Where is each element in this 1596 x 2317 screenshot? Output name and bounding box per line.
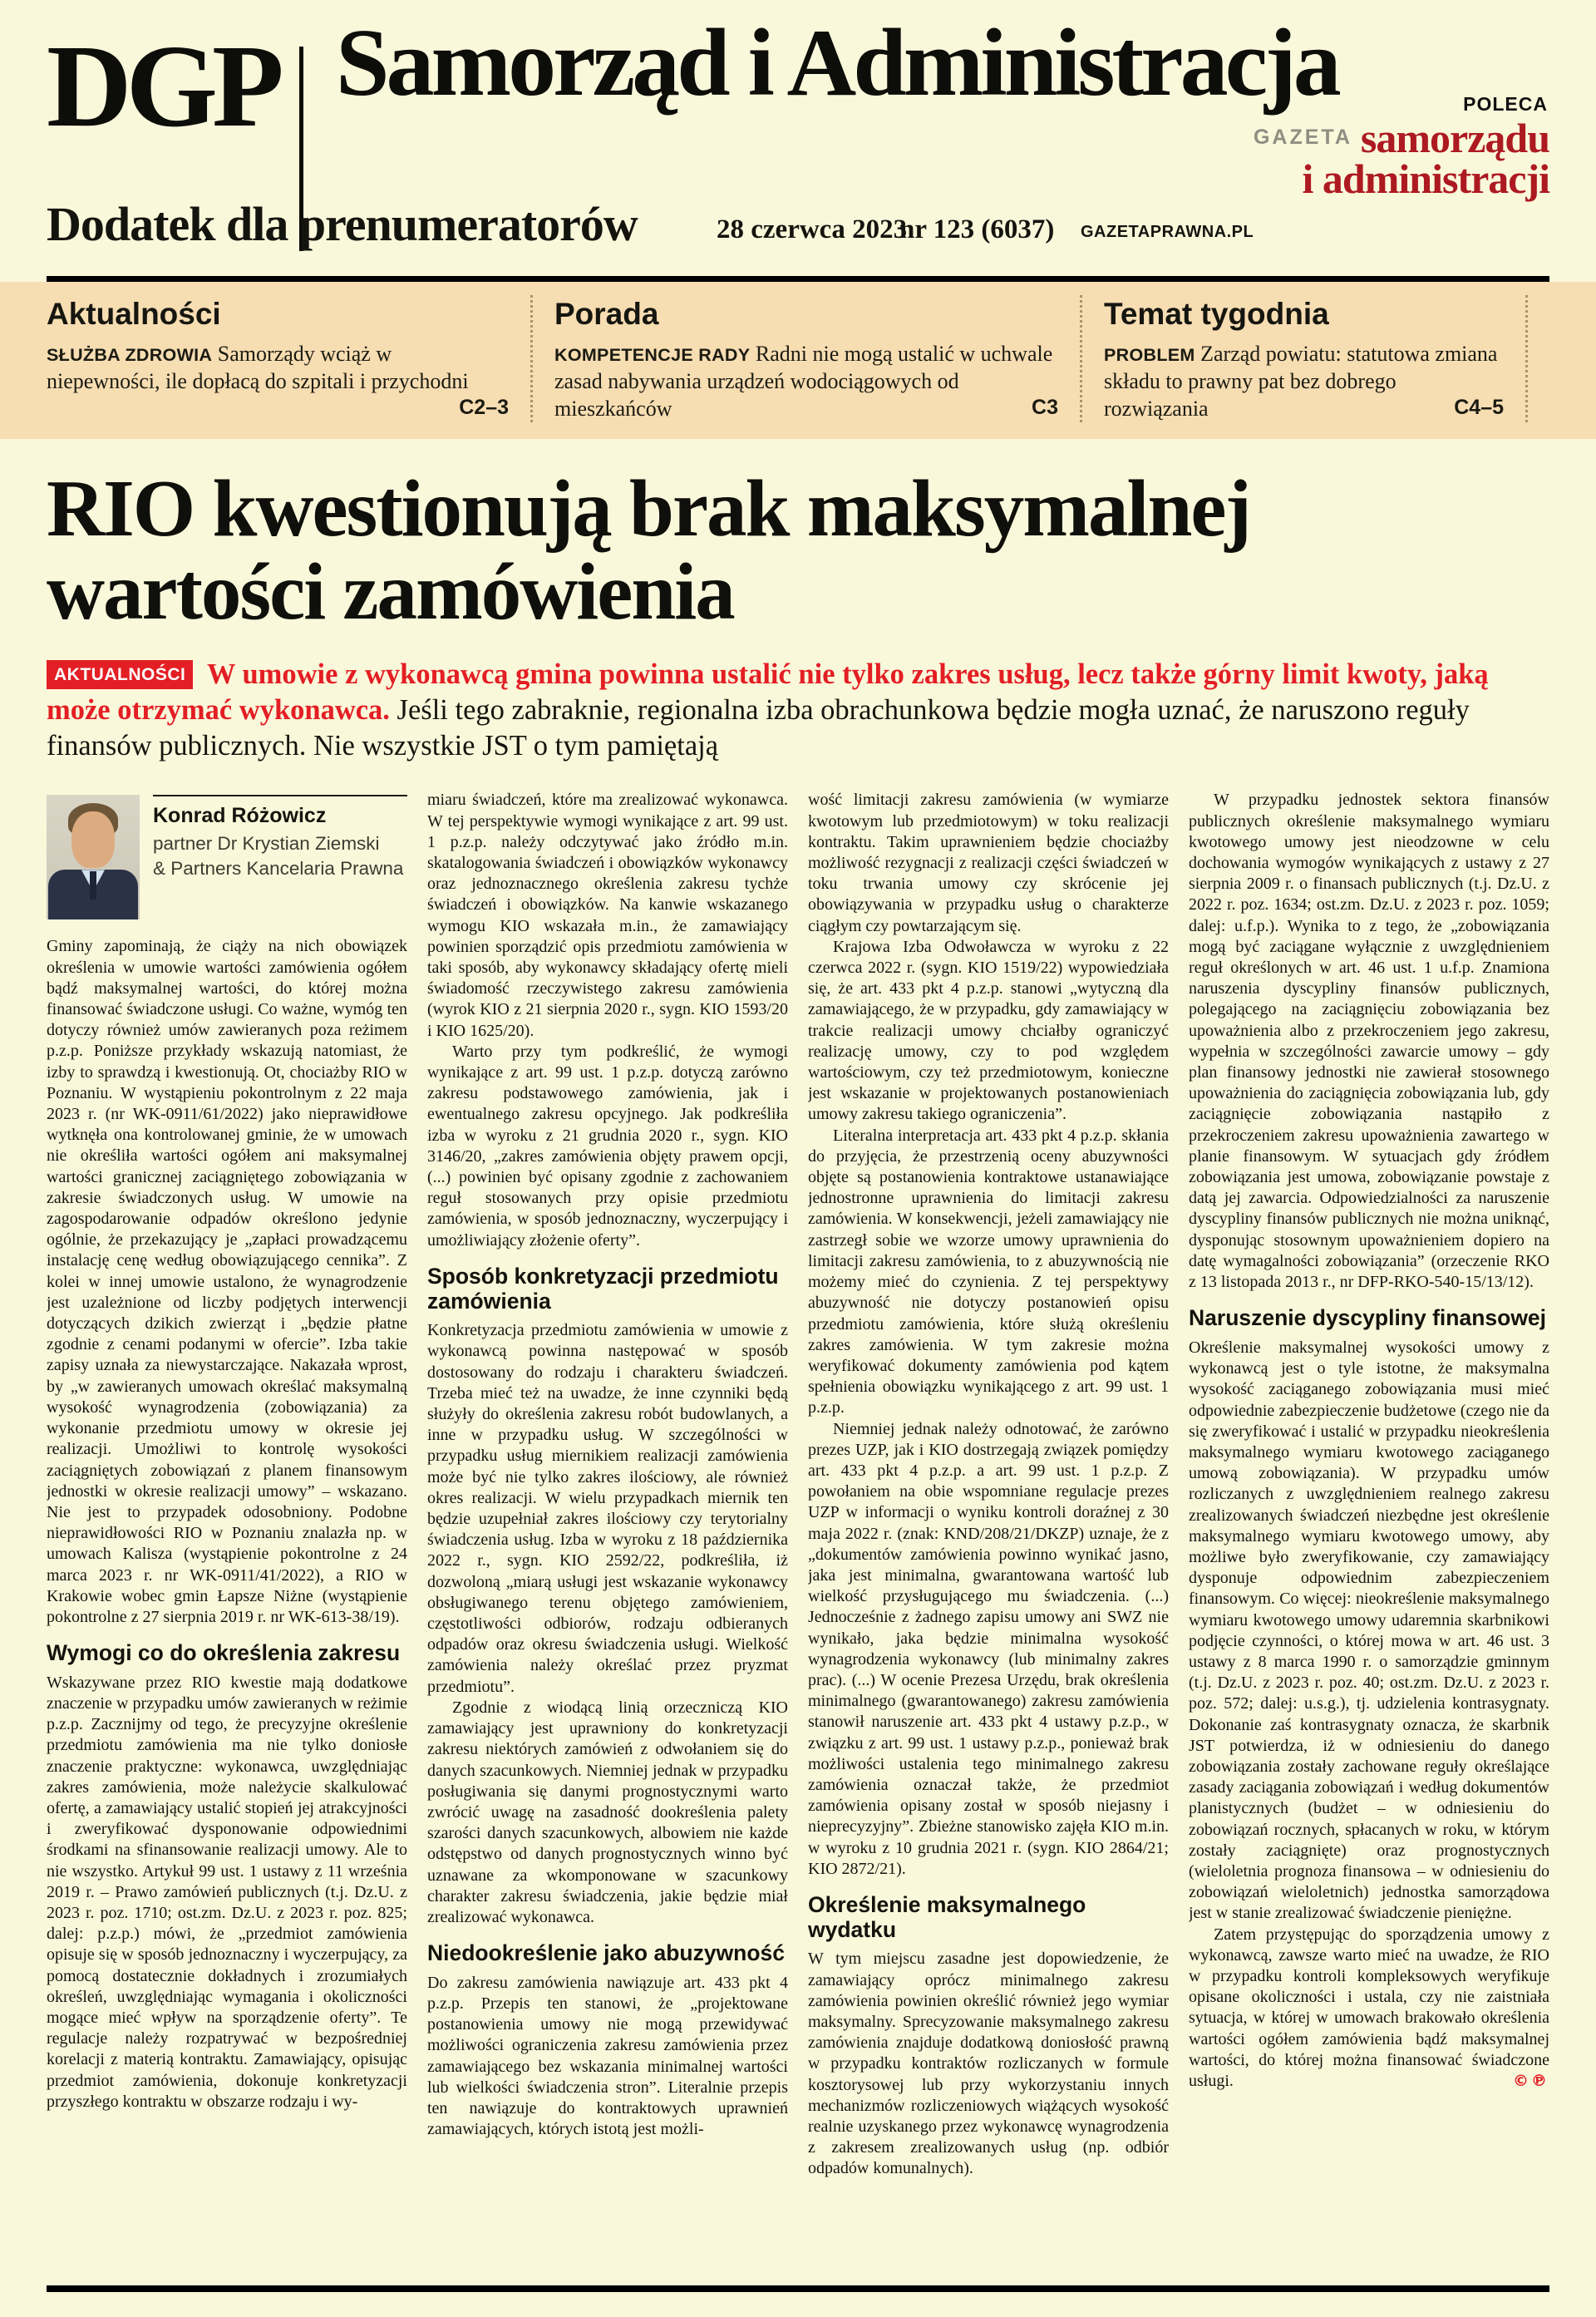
author-role bbox=[153, 831, 407, 880]
end-mark: ©℗ bbox=[1513, 2072, 1549, 2091]
top-rule bbox=[47, 276, 1549, 282]
body-paragraph: Zatem przystępując do sporządzenia umowy z wykonawcą, zawsze warto mieć na uwadze, że RIO w przypadku kontroli kompleksowych weryfikuje opisane okoliczności i ustala, czy nie zaistniała sytuacja, w której w umowach brakowało określenia wartości ogółem zamówienia bądź maksymalnej wartości, do której można finansować świadczone usługi. ©℗ bbox=[1189, 1925, 1549, 2093]
body-paragraph: Krajowa Izba Odwoławcza w wyroku z 22 czerwca 2022 r. (sygn. KIO 1519/22) wypowiedziała się, że art. 433 pkt 4 p.z.p. stanowi „wytyczną dla zamawiającego, że w przypadku, gdy zamawiający w trakcie realizacji umowy chciałby ograniczyć realizację umowy, czy to pod względem wartościowym, czy też przedmiotowym, konieczne jest wskazanie w projektowanych postanowieniach umowy zakresu takiego ograniczenia”. bbox=[808, 937, 1169, 1124]
teaser-page-ref: C2–3 bbox=[459, 396, 509, 420]
teaser-section-title: Temat tygodnia bbox=[1104, 297, 1329, 331]
teaser-temat-tygodnia bbox=[1104, 295, 1528, 422]
body-paragraph: W tym miejscu zasadne jest dopowiedzenie, że zamawiający oprócz minimalnego zakresu zamówienia powinien określić również jego wymiar maksymalny. Sprecyzowanie maksymalnego zakresu zamówienia znajduje dodatkową doniosłość prawną w przypadku kontraktów rozliczanych w formule kosztorysowej lub przy wykorzystaniu innych mechanizmów rozliczeniowych wiążących wysokość realnie uzyskanego przez wykonawcę wynagrodzenia z zakresem zrealizowanych usług (np. odbiór odpadów komunalnych). bbox=[808, 1950, 1169, 2178]
body-paragraph: W przypadku jednostek sektora finansów publicznych określenie maksymalnego wymiaru kwotowego umowy jest nieodzowne w celu dochowania wymogów wynikających z ustawy z 27 sierpnia 2009 r. o finansach publicznych (t.j. Dz.U. z 2022 r. poz. 1634; ost.zm. Dz.U. z 2023 r. poz. 1059; dalej: u.f.p.). Wynika to z tego, że „zobowiązania mogą być zaciągane wyłącznie z uwzględnieniem reguł określonych w art. 46 ust. 1 u.f.p. Znamiona naruszenia dyscypliny finansów publicznych, polegającego na zaciągnięciu zobowiązania bez upoważnienia albo z przekroczeniem jego zakresu, wypełnia w szczególności zawarcie umowy – gdy plan finansowy jednostki nie zawierał stosownego upoważnienia do zaciągnięcia zobowiązania lub, gdy zaciągnięcie zobowiązania nastąpiło z przekroczeniem zakresu upoważnienia zawartego w planie finansowym. W sytuacjach gdy źródłem zobowiązania jest umowa, zobowiązanie powstaje z datą jej zawarcia. Odpowiedzialności za naruszenie dyscypliny finansów publicznych nie można uniknąć, dysponując stosownym upoważnieniem dopiero na datę wymagalności zobowiązania” (orzeczenie RKO z 13 listopada 2013 r., nr DFP-RKO-540-15/13/12). bbox=[1189, 791, 1549, 1292]
author-photo-tie bbox=[90, 871, 96, 900]
teaser-text bbox=[554, 340, 1058, 422]
body-column-4 bbox=[1189, 790, 1549, 2291]
edition-title: Samorząd i Administracja bbox=[336, 10, 1338, 116]
website-label: GAZETAPRAWNA.PL bbox=[1081, 223, 1254, 241]
body-column-1 bbox=[47, 790, 407, 2291]
body-paragraph: Konkretyzacja przedmiotu zamówienia w umowie z wykonawcą powinna następować w sposób dostosowany do rodzaju i charakteru świadczeń. Trzeba mieć też na uwadze, że inne czynniki będą służyły do określenia zakresu robót budowlanych, a inne w przypadku usług. W szczególności w przypadku usług miernikiem realizacji zamówienia może być nie tylko zakres ilościowy, ale również okres realizacji. W wielu przypadkach miernik ten będzie uzupełniał zakres ilościowy czy terytorialny świadczenia usług. Izba w wyroku z 18 października 2022 r., sygn. KIO 2592/22, podkreśliła, iż dozwoloną „miarą usługi jest wskazanie wykonawcy obsługiwanego terenu objętego zamówieniem, częstotliwości odbiorów, rodzaju odbieranych odpadów oraz okresu świadczenia usługi. Wielkość zamówienia należy określać przez pryzmat przedmiotu”. bbox=[427, 1321, 788, 1696]
headline-line-1: RIO kwestionują brak maksymalnej bbox=[47, 464, 1250, 554]
teaser-page-ref: C3 bbox=[1032, 396, 1058, 420]
teaser-text bbox=[1104, 340, 1504, 422]
issue-date: 28 czerwca 2023 bbox=[717, 214, 908, 244]
author-name: Konrad Różowicz bbox=[153, 804, 327, 828]
teaser-kicker: SŁUŻBA ZDROWIA bbox=[47, 345, 213, 365]
section-badge: AKTUALNOŚCI bbox=[47, 660, 193, 689]
body-subheading: Sposób konkretyzacji przedmiotu zamówienia bbox=[427, 1263, 779, 1314]
body-paragraph: Literalna interpretacja art. 433 pkt 4 p.z.p. skłania do przyjęcia, że przestrzenią oceny abuzywności objęte są postanowienia kontraktowe ustanawiające jednostronne uprawnienia do limitacji zakresu zamówienia. W konsekwencji, jeżeli zamawiający nie zastrzegł sobie we wzorze umowy uprawnienia do limitacji zakresu zamówienia, to z abuzywnością nie możemy mieć do czynienia. Z tej perspektywy abuzywność nie dotyczy postanowień opisu przedmiotu zamówienia, które służą określeniu zakres zamówienia. W tym zakresie można weryfikować dokumenty zamówienia pod kątem spełnienia obowiązku wynikającego z art. 99 ust. 1 p.z.p. bbox=[808, 1126, 1169, 1417]
lead-rest: Jeśli tego zabraknie, regionalna izba obrachunkowa będzie mogła uznać, że naruszono reguły finansów publicznych. Nie wszystkie JST o tym pamiętają bbox=[47, 693, 1470, 762]
article-body bbox=[47, 790, 1549, 2291]
gsia-line2: i administracji bbox=[1302, 155, 1549, 202]
bottom-rule bbox=[47, 2285, 1549, 2292]
column-text bbox=[47, 936, 407, 2112]
teaser-kicker: KOMPETENCJE RADY bbox=[554, 345, 751, 365]
body-subheading: Niedookreślenie jako abuzywność bbox=[427, 1940, 786, 1966]
body-paragraph: Warto przy tym podkreślić, że wymogi wynikające z art. 99 ust. 1 p.z.p. dotyczą zarówno zakresu podstawowego zamówienia, jak i ewentualnego zakresu opcyjnego. Jak podkreśliła izba w wyroku z 21 grudnia 2020 r., sygn. KIO 3146/20, „zakres zamówienia objęty prawem opcji, (...) powinien być opisany zgodnie z zachowaniem reguł stosowanych przy opisie przedmiotu zamówienia, w sposób jednoznaczny, wyczerpujący i umożliwiający złożenie oferty”. bbox=[427, 1042, 788, 1250]
article-headline bbox=[47, 464, 1549, 636]
dgp-logo: DGP bbox=[47, 20, 278, 151]
poleca-label: POLECA bbox=[1463, 93, 1548, 115]
masthead bbox=[0, 0, 1596, 276]
body-paragraph: Do zakresu zamówienia nawiązuje art. 433 pkt 4 p.z.p. Przepis ten stanowi, że „projektowane postanowienia umowy nie mogą przewidywać możliwości ograniczenia zakresu zamówienia przez zamawiającego bez wskazania minimalnej wartości lub wielkości świadczenia stron”. Literalnie przepis ten nawiązuje do kontraktowych uprawnień zamawiających, których istotą jest możli- bbox=[427, 1973, 788, 2139]
author-info bbox=[153, 795, 407, 919]
teaser-summary: Samorządy wciąż w niepewności, ile dopłacą do szpitali i przychodni bbox=[47, 342, 469, 394]
teaser-section-title: Aktualności bbox=[47, 297, 221, 331]
body-subheading: Określenie maksymalnego wydatku bbox=[808, 1891, 1086, 1942]
author-photo-face bbox=[71, 811, 115, 868]
body-paragraph: Określenie maksymalnej wysokości umowy z wykonawcą jest o tyle istotne, że maksymalna wysokość zaciąganego zobowiązania musi mieć odpowiednie zabezpieczenie budżetowe (czego nie da się zweryfikować i ustalić w przypadku nieokreślenia maksymalnego wymiaru kwotowego zaciąganego umową zobowiązania). W przypadku umów rozliczanych z uwzględnieniem realnego zakresu zrealizowanych świadczeń niezbędne jest określenie maksymalnego wymiaru kwotowego umowy, aby możliwe było zweryfikowanie, czy zamawiający dysponuje odpowiednim zabezpieczeniem finansowym. Co więcej: nieokreślenie maksymalnego wymiaru kwotowego umowy udaremnia skarbnikowi podjęcie czynności, o której mowa w art. 46 ust. 3 ustawy z 8 marca 1990 r. o samorządzie gminnym (t.j. Dz.U. z 2023 r. poz. 40; ost.zm. Dz.U. z 2023 r. poz. 572; dalej: u.s.g.), tj. udzielenia kontrasygnaty. Dokonanie zaś kontrasygnaty oznacza, że skarbnik JST potwierdza, iż w odniesieniu do danego zobowiązania zostały zachowane reguły określające zasady zaciągania zobowiązań i według dokumentów planistycznych (budżet – w odniesieniu do zobowiązań rocznych, spłacanych w roku, w którym zostały zaciągnięte) oraz prognostycznych (wieloletnia prognoza finansowa – w odniesieniu do zobowiązań wieloletnich) jednostka samorządowa jest w stanie zrealizować świadczenie pieniężne. bbox=[1189, 1338, 1549, 1923]
body-column-3 bbox=[808, 790, 1169, 2291]
body-subheading: Wymogi co do określenia zakresu bbox=[47, 1640, 401, 1666]
teaser-kicker: PROBLEM bbox=[1104, 345, 1195, 365]
body-paragraph: miaru świadczeń, które ma zrealizować wykonawca. W tej perspektywie wymogi wynikające z art. 99 ust. 1 p.z.p. należy odczytywać jako źródło m.in. skatalogowania świadczeń i obowiązków wykonawcy oraz jednoznacznego określenia zakresu tychże świadczeń i obowiązków. Na kanwie wskazanego wymogu KIO wskazała m.in., że zamawiający powinien sporządzić opis przedmiotu zamówienia w taki sposób, aby wykonawcy składający ofertę mieli świadomość rzeczywistego zakresu zamówienia (wyrok KIO z 21 sierpnia 2020 r., sygn. KIO 1593/20 i KIO 1625/20). bbox=[427, 791, 788, 1040]
teaser-aktualnosci bbox=[47, 295, 533, 422]
teaser-band bbox=[0, 282, 1596, 439]
teaser-text bbox=[47, 340, 509, 420]
teaser-porada bbox=[554, 295, 1082, 422]
body-paragraph: Niemniej jednak należy odnotować, że zarówno prezes UZP, jak i KIO dostrzegają związek pomiędzy art. 433 pkt 4 p.z.p. a art. 99 ust. 1 p.z.p. Z powołaniem na obie wspomniane regulacje prezes UZP w informacji o wyniku kontroli doraźnej z 30 maja 2022 r. (znak: KND/208/21/DKZP) uznaje, że z „dokumentów zamówienia powinno wynikać jasno, jaka jest minimalna, gwarantowana wartość lub wielkość przysługującego mu świadczenia. (...) Jednocześnie z żadnego zapisu umowy ani SWZ nie wynikało, jaka będzie minimalna wysokość wynagrodzenia wykonawcy (lub minimalny zakres prac). (...) W ocenie Prezesa Urzędu, brak określenia minimalnego (gwarantowanego) zakresu zamówienia stanowił naruszenie art. 433 pkt 4 ustawy p.z.p., w związku z art. 99 ust. 1 ustawy p.z.p., ponieważ brak możliwości ustalenia tego minimalnego zakresu zamówienia oznaczał także, że przedmiot zamówienia opisany został w sposób niejasny i nieprecyzyjny”. Zbieżne stanowisko zajęła KIO m.in. w wyroku z 10 grudnia 2021 r. (sygn. KIO 2864/21; KIO 2872/21). bbox=[808, 1419, 1169, 1878]
body-subheading: Naruszenie dyscypliny finansowej bbox=[1189, 1305, 1547, 1331]
author-role-line1: partner Dr Krystian Ziemski bbox=[153, 833, 380, 855]
issue-number: nr 123 (6037) bbox=[899, 214, 1055, 244]
teaser-summary: Radni nie mogą ustalić w uchwale zasad nabywania urządzeń wodociągowych od mieszkańców bbox=[554, 342, 1053, 421]
article-lead bbox=[47, 657, 1549, 764]
gsia-logo bbox=[1253, 115, 1549, 202]
gsia-line1: samorządu bbox=[1360, 115, 1549, 161]
teaser-page-ref: C4–5 bbox=[1454, 396, 1504, 420]
body-column-2 bbox=[427, 790, 788, 2291]
author-photo bbox=[47, 795, 140, 919]
teaser-summary: Zarząd powiatu: statutowa zmiana składu to prawny pat bez dobrego rozwiązania bbox=[1104, 342, 1498, 421]
teaser-section-title: Porada bbox=[554, 297, 659, 331]
lead-emphasis: W umowie z wykonawcą gmina powinna ustalić nie tylko zakres usług, lecz także górny limit kwoty, jaką może otrzymać wykonawca. bbox=[47, 658, 1489, 726]
author-box bbox=[47, 795, 407, 919]
edition-subtitle: Dodatek dla prenumeratorów bbox=[47, 197, 638, 251]
body-paragraph: Gminy zapominają, że ciąży na nich obowiązek określenia w umowie wartości zamówienia ogółem bądź maksymalnej wartości, do której można finansować świadczone usługi. Co ważne, wymóg ten dotyczy również umów zawieranych poza reżimem p.z.p. Poniższe przykłady wskazują natomiast, że izby to sprawdzą i kwestionują. Ot, chociażby RIO w Poznaniu. W wystąpieniu pokontrolnym z 22 maja 2023 r. (nr WK-0911/61/2022) jako nieprawidłowe wytknęła ona kontrolowanej gminie, że w umowach nie określiła wartości ogółem ani maksymalnej wartości granicznej zaciągniętego zobowiązania w zakresie świadczonych usług. W umowie na zagospodarowanie odpadów określono jedynie ogólnie, że przekazujący je „zapłaci prowadzącemu instalację cenę według obowiązującego cennika”. Z kolei w innej umowie ustalono, że wynagrodzenie jest uzależnione od liczby podjętych interwencji dotyczących dzikich zwierząt i „będzie płatne zgodnie z cenami podanymi w ofercie”. Izba takie zapisy uznała za niewystarczające. Nakazała wprost, by „w zawieranych umowach określać maksymalną wysokość wynagrodzenia (zobowiązania) za wykonanie przedmiotu umowy w okresie jej realizacji. Umożliwi to kontrolę wysokości zaciągniętych zobowiązań z planem finansowym jednostki w okresie realizacji umowy” – wskazano. Nie jest to przypadek odosobniony. Podobne nieprawidłowości RIO w Poznaniu znalazła np. w umowach Kalisza (wystąpienie pokontrolne z 24 marca 2023 r. nr WK-0911/41/2022), a RIO w Krakowie wobec gmin Łapsze Niżne (wystąpienie pokontrolne z 27 sierpnia 2019 r. nr WK-613-38/19). bbox=[47, 937, 407, 1626]
body-paragraph: Wskazywane przez RIO kwestie mają dodatkowe znaczenie w przypadku umów zawieranych w reżimie p.z.p. Zacznijmy od tego, że precyzyjne określenie przedmiotu zamówienia ma nie tylko doniosłe znaczenie praktyczne: wykonawca, uwzględniając zakres zamówienia, może należycie skalkulować ofertę, a zamawiający ustalić stopień jej atrakcyjności i zweryfikować dysponowanie odpowiednimi środkami na sfinansowanie realizacji umowy. Ale to nie wszystko. Artykuł 99 ust. 1 ustawy z 11 września 2019 r. – Prawo zamówień publicznych (t.j. Dz.U. z 2023 r. poz. 1710; ost.zm. Dz.U. z 2023 r. poz. 825; dalej: p.z.p.) mówi, że „przedmiot zamówienia opisuje się w sposób jednoznaczny i wyczerpujący, za pomocą dostatecznie dokładnych i zrozumiałych określeń, uwzględniając wymagania i okoliczności mogące mieć wpływ na sporządzenie oferty”. Te regulacje należy rozpatrywać w bezpośredniej korelacji z materią kontraktu. Zamawiający, opisując przedmiot zamówienia, dokonuje konkretyzacji przyszłego kontraktu w obszarze rodzaju i wy- bbox=[47, 1673, 407, 2111]
body-paragraph: wość limitacji zakresu zamówienia (w wymiarze kwotowym lub przedmiotowym) w toku realizacji kontraktu. Takim uprawnieniem będzie chociażby możliwość rezygnacji z realizacji części świadczeń w toku trwania umowy czy skrócenie jej obowiązywania w przypadku usług o charakterze ciągłym czy powtarzającym się. bbox=[808, 791, 1169, 935]
gsia-gazeta-label: GAZETA bbox=[1253, 126, 1352, 149]
body-paragraph: Zgodnie z wiodącą linią orzeczniczą KIO zamawiający jest uprawniony do konkretyzacji zakresu niektórych zamówień z odwołaniem się do danych szacunkowych. Niemniej jednak w przypadku posługiwania się danymi prognostycznymi warto zwrócić uwagę na zasadność dookreślenia palety szarości danych szacunkowych, albowiem nie każde odstępstwo od danych prognostycznych winno być uznawane za wkomponowane w szacunkowy charakter zakresu świadczenia, jakie będzie miał zrealizować wykonawca. bbox=[427, 1698, 788, 1926]
author-role-line2: & Partners Kancelaria Prawna bbox=[153, 857, 404, 879]
headline-line-2: wartości zamówienia bbox=[47, 546, 734, 636]
